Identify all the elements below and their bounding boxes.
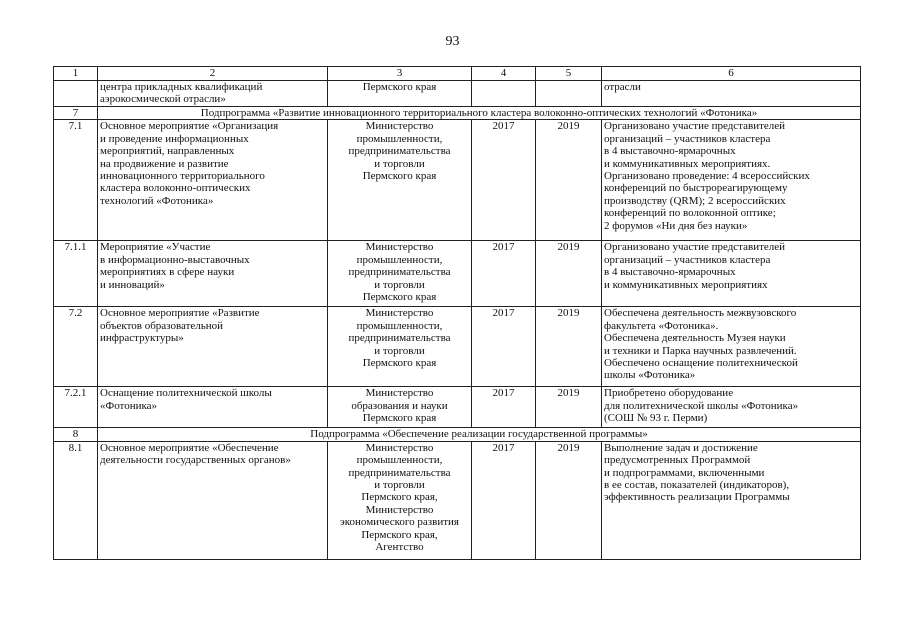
row-number: 7.1	[54, 120, 98, 241]
row-number	[54, 81, 98, 107]
start-year: 2017	[472, 441, 536, 559]
column-number: 3	[328, 67, 472, 81]
end-year: 2019	[536, 307, 602, 387]
expected-result: отрасли	[602, 81, 861, 107]
activity-name: Оснащение политехнической школы «Фотоника»	[98, 387, 328, 428]
table-row	[54, 241, 861, 307]
page-number: 93	[445, 34, 460, 49]
column-number: 1	[54, 67, 98, 81]
expected-result: Организовано участие представителей организаций – участников кластера в 4 выставочно-ярмарочных и коммуникативных мероприятиях	[602, 241, 861, 307]
table-row	[54, 81, 861, 107]
expected-result: Обеспечена деятельность межвузовского факультета «Фотоника». Обеспечена деятельность Музея науки и техники и Парка научных развлечений. Обеспечено оснащение политехнической школы «Фотоника»	[602, 307, 861, 387]
expected-result: Выполнение задач и достижение предусмотренных Программой и подпрограммами, включенными в ее состав, показателей (индикаторов), эффективность реализации Программы	[602, 441, 861, 559]
end-year: 2019	[536, 387, 602, 428]
start-year: 2017	[472, 241, 536, 307]
section-number: 8	[54, 428, 98, 441]
column-numbers-row	[54, 67, 861, 81]
activity-name: Основное мероприятие «Обеспечение деятельности государственных органов»	[98, 441, 328, 559]
column-number: 6	[602, 67, 861, 81]
table-row	[54, 120, 861, 241]
executor: Министерство промышленности, предпринимательства и торговли Пермского края	[328, 241, 472, 307]
expected-result: Организовано участие представителей организаций – участников кластера в 4 выставочно-ярмарочных и коммуникативных мероприятиях. Организовано проведение: 4 всероссийских конференций по быстрореагирующему производству (QRM); 2 всероссийских конференций по волоконной оптике; 2 форумов «Ни дня без науки»	[602, 120, 861, 241]
column-number: 4	[472, 67, 536, 81]
end-year: 2019	[536, 441, 602, 559]
executor: Министерство промышленности, предпринимательства и торговли Пермского края	[328, 120, 472, 241]
activity-name: центра прикладных квалификаций аэрокосмической отрасли»	[98, 81, 328, 107]
section-title: Подпрограмма «Обеспечение реализации государственной программы»	[98, 428, 861, 441]
row-number: 8.1	[54, 441, 98, 559]
activity-name: Основное мероприятие «Развитие объектов образовательной инфраструктуры»	[98, 307, 328, 387]
table-row	[54, 441, 861, 559]
table-row	[54, 387, 861, 428]
executor: Министерство образования и науки Пермского края	[328, 387, 472, 428]
row-number: 7.1.1	[54, 241, 98, 307]
activity-name: Основное мероприятие «Организация и проведение информационных мероприятий, направленных на продвижение и развитие инновационного территориального кластера волоконно-оптических технологий «Фотоника»	[98, 120, 328, 241]
column-number: 5	[536, 67, 602, 81]
section-title: Подпрограмма «Развитие инновационного территориального кластера волоконно-оптических технологий «Фотоника»	[98, 107, 861, 120]
section-row-7	[54, 107, 861, 120]
start-year: 2017	[472, 387, 536, 428]
executor: Пермского края	[328, 81, 472, 107]
executor: Министерство промышленности, предпринимательства и торговли Пермского края, Министерство экономического развития Пермского края, Агентство	[328, 441, 472, 559]
section-number: 7	[54, 107, 98, 120]
table-row	[54, 307, 861, 387]
start-year: 2017	[472, 307, 536, 387]
end-year: 2019	[536, 241, 602, 307]
program-activities-table	[53, 66, 861, 560]
end-year	[536, 81, 602, 107]
end-year: 2019	[536, 120, 602, 241]
activity-name: Мероприятие «Участие в информационно-выставочных мероприятиях в сфере науки и инноваций»	[98, 241, 328, 307]
section-row-8	[54, 428, 861, 441]
executor: Министерство промышленности, предпринимательства и торговли Пермского края	[328, 307, 472, 387]
row-number: 7.2.1	[54, 387, 98, 428]
start-year	[472, 81, 536, 107]
start-year: 2017	[472, 120, 536, 241]
column-number: 2	[98, 67, 328, 81]
expected-result: Приобретено оборудование для политехнической школы «Фотоника» (СОШ № 93 г. Перми)	[602, 387, 861, 428]
row-number: 7.2	[54, 307, 98, 387]
